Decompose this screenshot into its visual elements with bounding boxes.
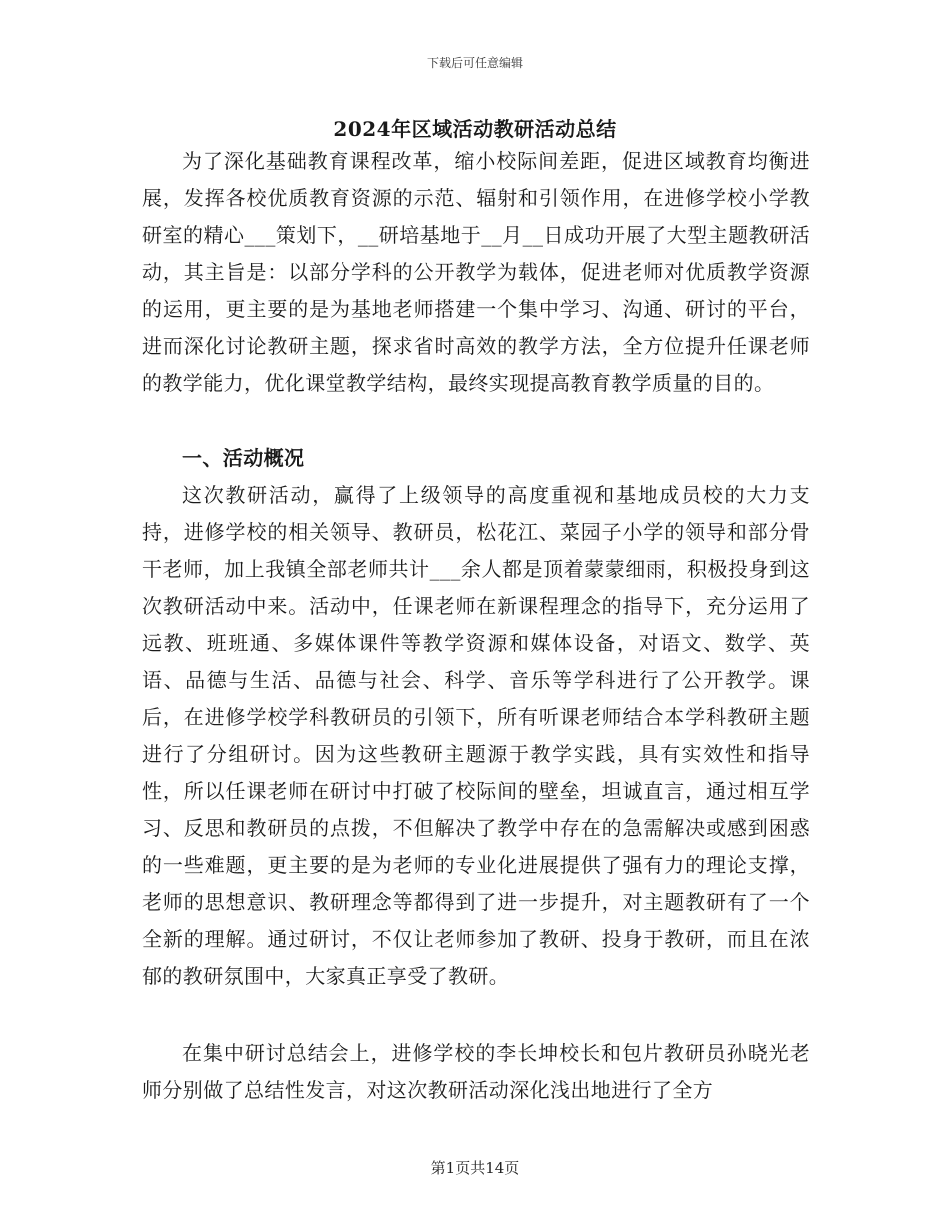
- document-body-section: [142, 440, 810, 995]
- paragraph-intro: 为了深化基础教育课程改革，缩小校际间差距，促进区域教育均衡进展，发挥各校优质教育资源的示范、辐射和引领作用，在进修学校小学教研室的精心___策划下，__研培基地于__月__日成功开展了大型主题教研活动，其主旨是：以部分学科的公开教学为载体，促进老师对优质教学资源的运用，更主要的是为基地老师搭建一个集中学习、沟通、研讨的平台，进而深化讨论教研主题，探求省时高效的教学方法，全方位提升任课老师的教学能力，优化课堂教学结构，最终实现提高教育教学质量的目的。: [142, 149, 810, 395]
- document-body-continued: [142, 1035, 810, 1109]
- section-heading: 一、活动概况: [182, 446, 305, 470]
- paragraph-overview: 这次教研活动，赢得了上级领导的高度重视和基地成员校的大力支持，进修学校的相关领导、教研员，松花江、菜园子小学的领导和部分骨干老师，加上我镇全部老师共计___余人都是顶着蒙蒙细雨，积极投身到这次教研活动中来。活动中，任课老师在新课程理念的指导下，充分运用了远教、班班通、多媒体课件等教学资源和媒体设备，对语文、数学、英语、品德与生活、品德与社会、科学、音乐等学科进行了公开教学。课后，在进修学校学科教研员的引领下，所有听课老师结合本学科教研主题进行了分组研讨。因为这些教研主题源于教学实践，具有实效性和指导性，所以任课老师在研讨中打破了校际间的壁垒，坦诚直言，通过相互学习、反思和教研员的点拨，不但解决了教学中存在的急需解决或感到困惑的一些难题，更主要的是为老师的专业化进展提供了强有力的理论支撑，老师的思想意识、教研理念等都得到了进一步提升，对主题教研有了一个全新的理解。通过研讨，不仅让老师参加了教研、投身于教研，而且在浓郁的教研氛围中，大家真正享受了教研。: [142, 483, 810, 988]
- document-body: [142, 143, 810, 402]
- paragraph-summary: 在集中研讨总结会上，进修学校的李长坤校长和包片教研员孙晓光老师分别做了总结性发言，对这次教研活动深化浅出地进行了全方: [142, 1041, 810, 1102]
- page-header-note: 下载后可任意编辑: [426, 56, 523, 70]
- document-title: 2024年区域活动教研活动总结: [333, 117, 617, 141]
- page-number-footer: 第1页共14页: [430, 1159, 520, 1177]
